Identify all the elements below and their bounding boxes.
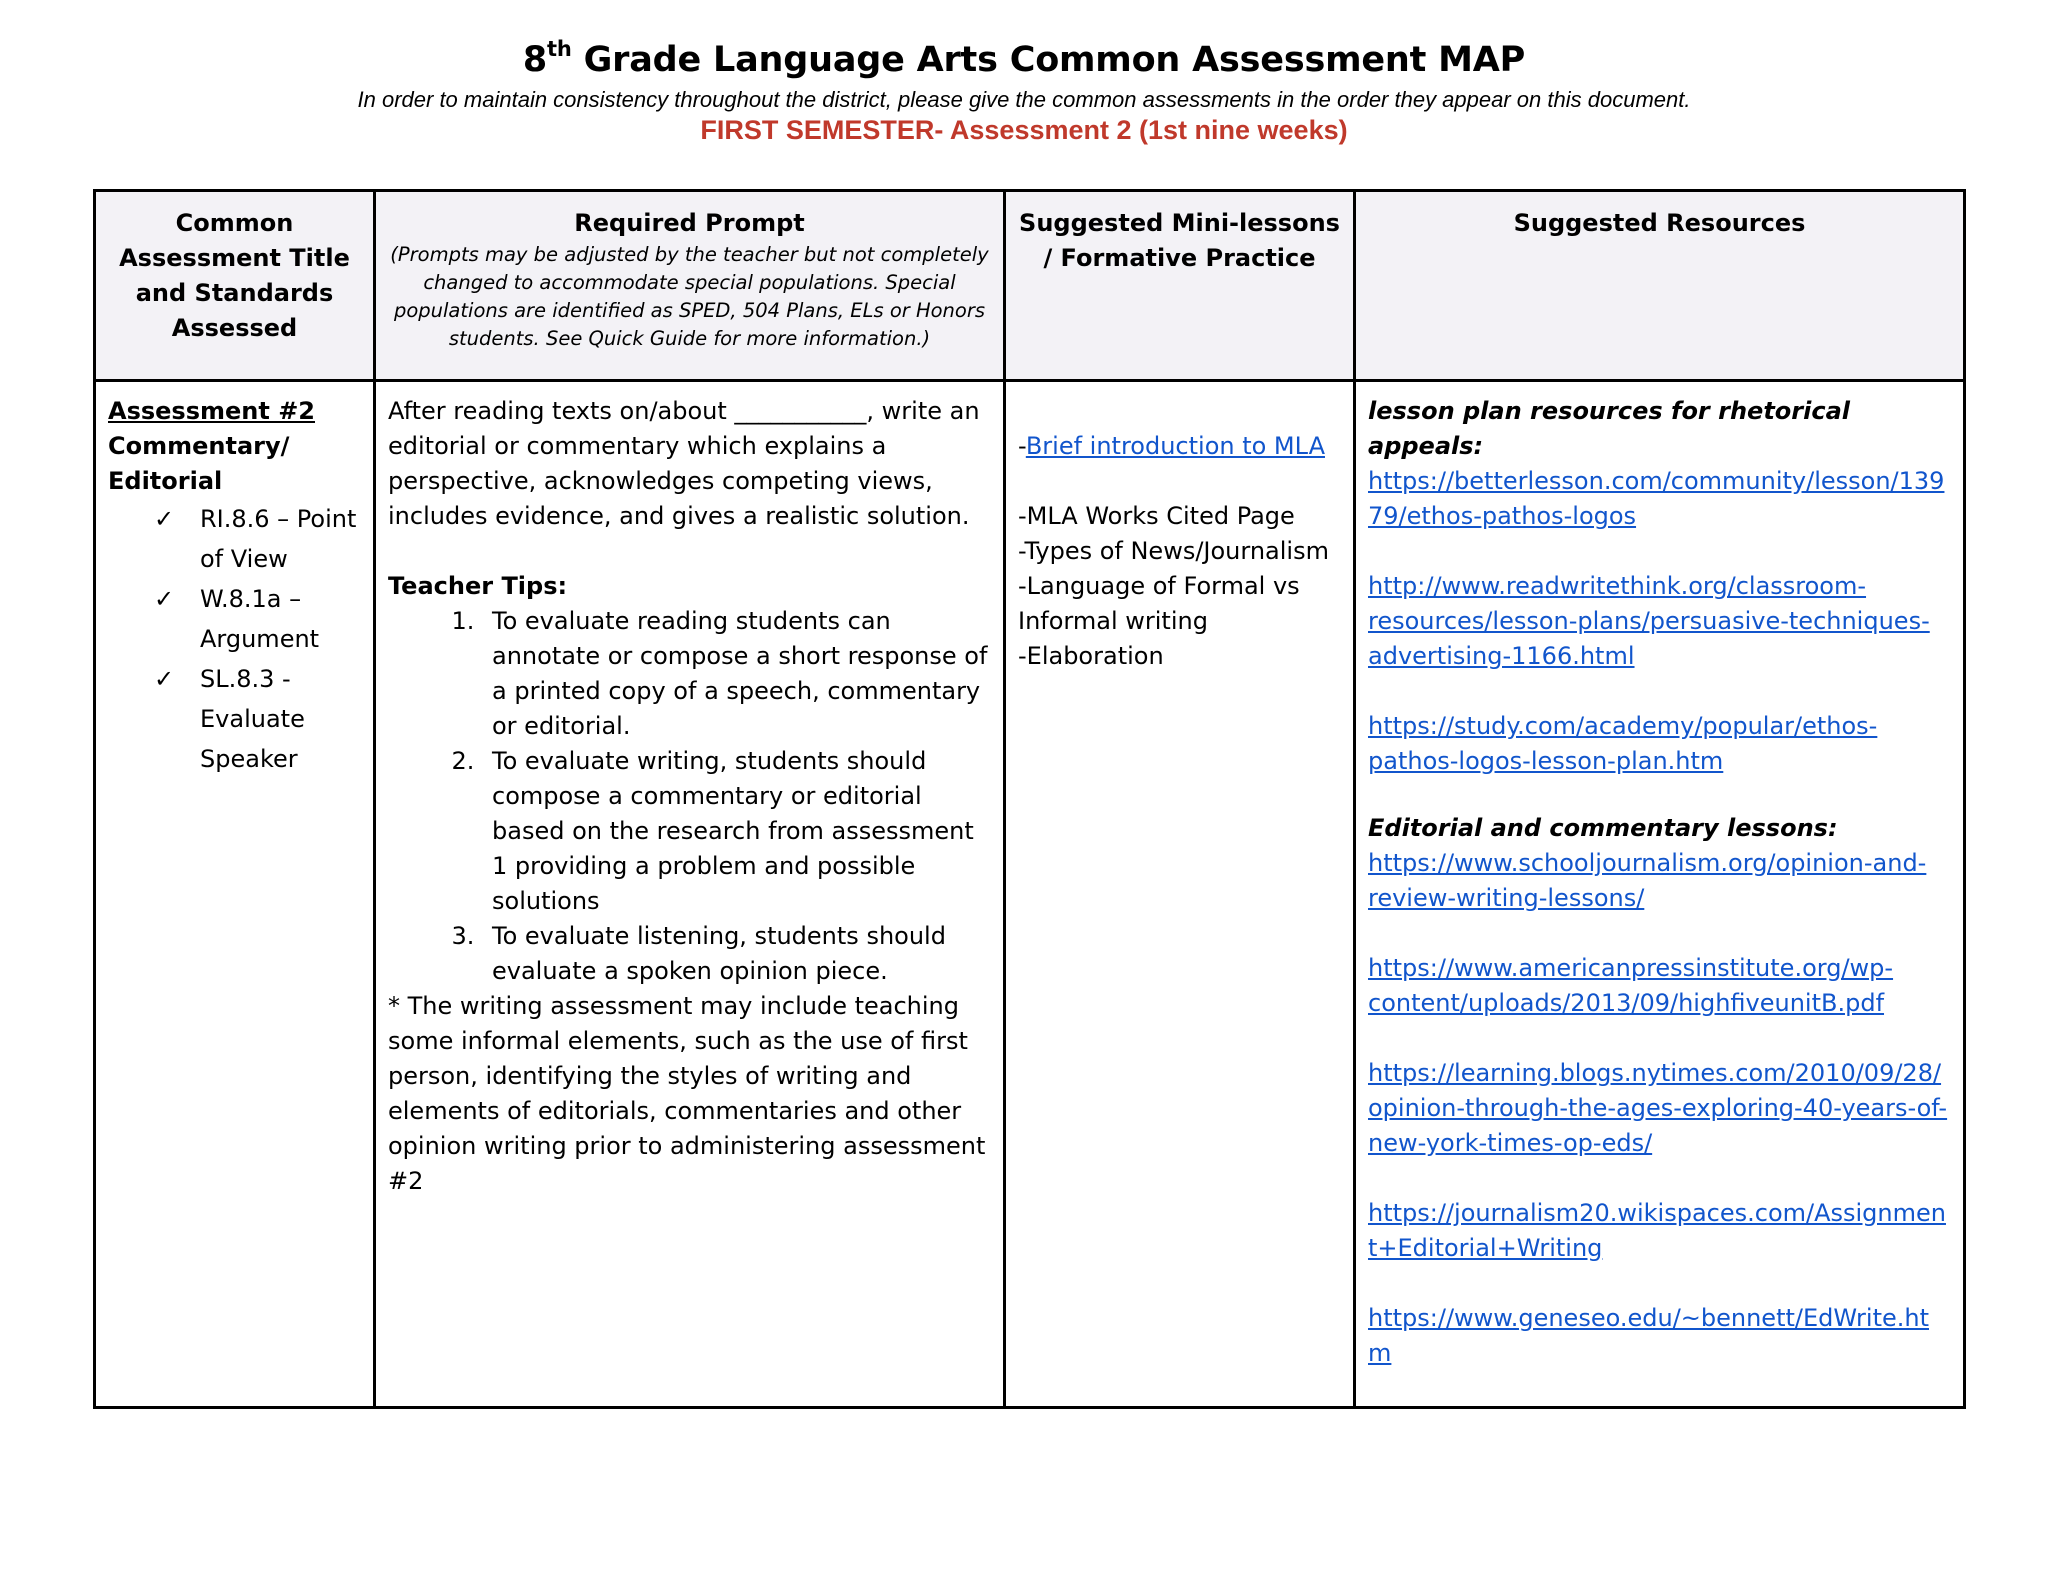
- column-header-resources-label: Suggested Resources: [1513, 209, 1806, 237]
- prompt-footnote: * The writing assessment may include teaching some informal elements, such as the use of first person, identifying the styles of writing and elements of editorials, commentaries and other opinion writing prior to administering assessment #2: [388, 992, 986, 1195]
- page-title: [0, 34, 2048, 86]
- teacher-tips-heading: Teacher Tips:: [388, 572, 568, 600]
- teacher-tips-list: [388, 604, 991, 989]
- resource-link-geneseo[interactable]: https://www.geneseo.edu/~bennett/EdWrite.htm: [1368, 1304, 1929, 1367]
- column-header-prompt-note: (Prompts may be adjusted by the teacher but not completely changed to accommodate special populations. Special populations are identified as SPED, 504 Plans, ELs or Honors students. See Quick Guide for more information.): [390, 243, 989, 350]
- prompt-cell: [375, 381, 1005, 1408]
- assessment-title: Commentary/ Editorial: [108, 432, 290, 495]
- column-header-resources: [1355, 191, 1965, 381]
- teacher-tip-item: 2. To evaluate writing, students should compose a commentary or editorial based on the research from assessment 1 providing a problem and possible solutions: [482, 744, 991, 919]
- column-header-prompt: [375, 191, 1005, 381]
- resource-link-nytimes[interactable]: https://learning.blogs.nytimes.com/2010/09/28/opinion-through-the-ages-exploring-40-years-of-new-york-times-op-eds/: [1368, 1059, 1948, 1157]
- page-subtitle: In order to maintain consistency throughout the district, please give the common assessments in the order they appear on this document.: [357, 87, 1691, 112]
- title-prefix: 8: [522, 40, 548, 80]
- title-superscript: th: [547, 37, 572, 61]
- mla-intro-line: [1018, 429, 1341, 464]
- list-item: -Language of Formal vs Informal writing: [1018, 572, 1300, 635]
- table-row: [95, 381, 1965, 1408]
- check-icon: ✓: [154, 585, 175, 613]
- standard-item: [108, 499, 361, 579]
- resource-link-schooljournalism[interactable]: https://www.schooljournalism.org/opinion-and-review-writing-lessons/: [1368, 849, 1927, 912]
- check-icon: ✓: [154, 505, 175, 533]
- list-item: -MLA Works Cited Page: [1018, 502, 1295, 530]
- resources-cell: [1355, 381, 1965, 1408]
- assessment-map-table: [93, 189, 1966, 1409]
- mla-intro-dash: -: [1018, 432, 1026, 460]
- column-header-minilessons: [1005, 191, 1355, 381]
- resource-link-americanpress[interactable]: https://www.americanpressinstitute.org/wp-content/uploads/2013/09/highfiveunitB.pdf: [1368, 954, 1894, 1017]
- mla-intro-link[interactable]: Brief introduction to MLA: [1025, 432, 1325, 460]
- minilessons-cell: [1005, 381, 1355, 1408]
- resource-link-betterlesson[interactable]: https://betterlesson.com/community/lesson/13979/ethos-pathos-logos: [1368, 467, 1945, 530]
- standard-item: [108, 659, 361, 779]
- editorial-lessons-heading: Editorial and commentary lessons:: [1368, 814, 1838, 842]
- list-item: -Elaboration: [1018, 642, 1164, 670]
- column-header-minilessons-label: Suggested Mini-lessons / Formative Practice: [1019, 209, 1340, 272]
- column-header-title-label: Common Assessment Title and Standards Assessed: [119, 209, 350, 342]
- resource-link-wikispaces[interactable]: https://journalism20.wikispaces.com/Assignment+Editorial+Writing: [1368, 1199, 1946, 1262]
- teacher-tip-item: 3. To evaluate listening, students should evaluate a spoken opinion piece.: [482, 919, 991, 989]
- resource-link-readwritethink[interactable]: http://www.readwritethink.org/classroom-resources/lesson-plans/persuasive-techniques-advertising-1166.html: [1368, 572, 1930, 670]
- column-header-title: [95, 191, 375, 381]
- standard-label: SL.8.3 - Evaluate Speaker: [200, 665, 305, 773]
- semester-heading: FIRST SEMESTER- Assessment 2 (1st nine weeks): [700, 115, 1348, 145]
- column-header-prompt-label: Required Prompt: [574, 209, 805, 237]
- resource-link-study[interactable]: https://study.com/academy/popular/ethos-pathos-logos-lesson-plan.htm: [1368, 712, 1878, 775]
- prompt-text: After reading texts on/about ___________, write an editorial or commentary which explains a perspective, acknowledges competing views, includes evidence, and gives a realistic solution.: [388, 397, 980, 530]
- table-header-row: [95, 191, 1965, 381]
- teacher-tip-item: 1. To evaluate reading students can annotate or compose a short response of a printed copy of a speech, commentary or editorial.: [482, 604, 991, 744]
- rhetorical-appeals-heading: lesson plan resources for rhetorical appeals:: [1368, 397, 1850, 460]
- assessment-cell: [95, 381, 375, 1408]
- assessment-number: Assessment #2: [108, 397, 315, 425]
- list-item: -Types of News/Journalism: [1018, 537, 1329, 565]
- check-icon: ✓: [154, 665, 175, 693]
- title-rest: Grade Language Arts Common Assessment MAP: [571, 40, 1526, 80]
- standard-label: RI.8.6 – Point of View: [200, 505, 357, 573]
- standard-label: W.8.1a – Argument: [200, 585, 320, 653]
- standard-item: [108, 579, 361, 659]
- standards-list: [108, 499, 361, 779]
